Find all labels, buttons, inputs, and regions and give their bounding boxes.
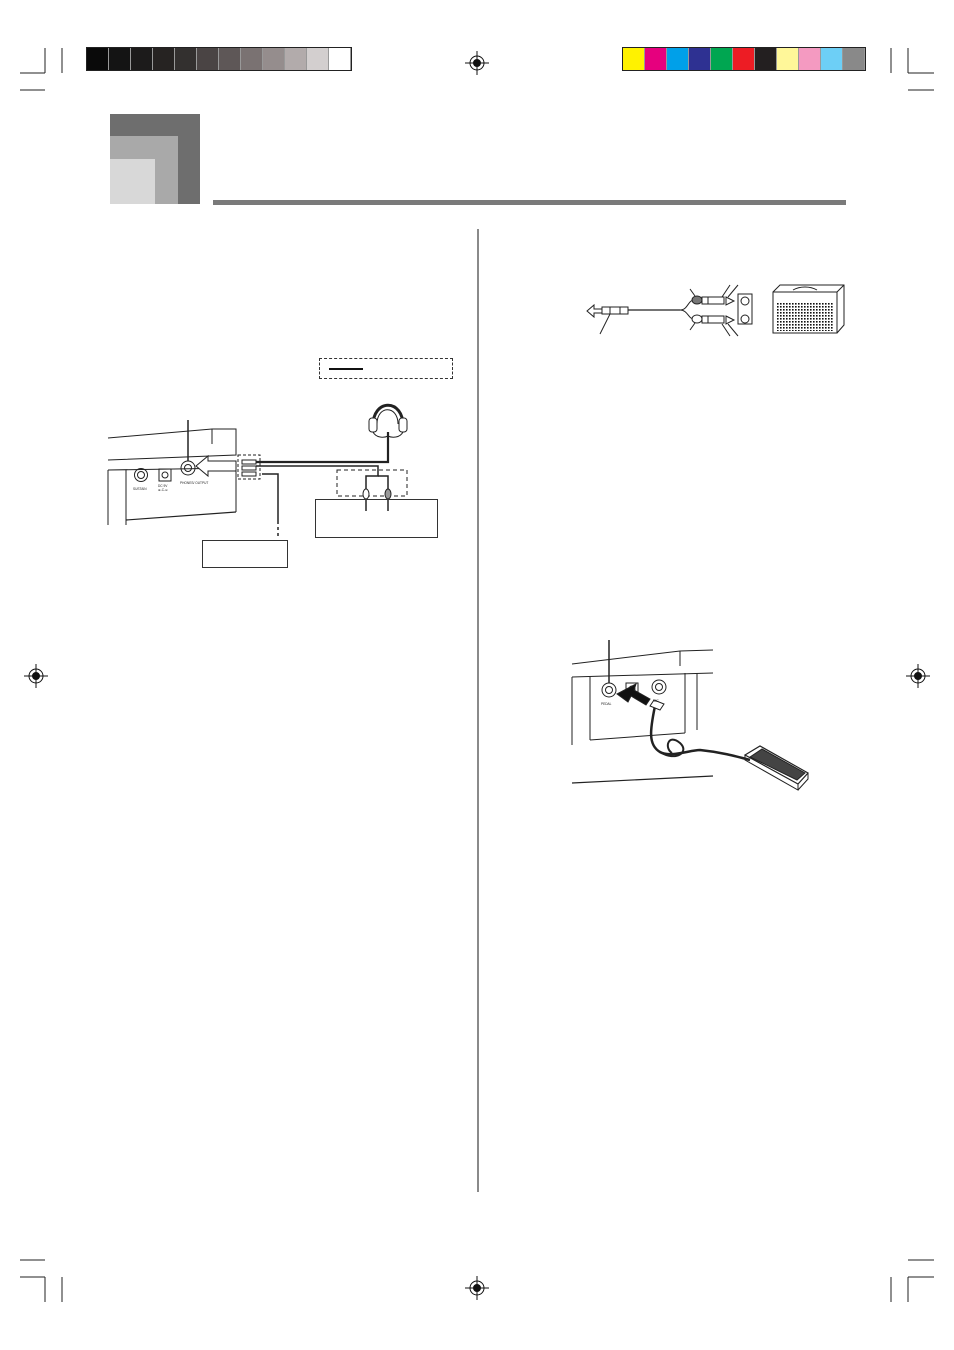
phones-jack-label: PHONES/ OUTPUT: [180, 481, 209, 485]
mic-jack: [652, 680, 666, 694]
insert-arrow-pedal: [617, 684, 650, 705]
pedal-jack: [602, 683, 616, 697]
dc-in-jack-sublabel: ⊕-C-⊖: [158, 488, 168, 492]
pedal-jack-label: PEDAL: [601, 702, 612, 706]
sustain-jack-label: SUSTAIN: [133, 487, 147, 491]
dc-in-jack-label: DC 9V: [158, 484, 168, 488]
sustain-pedal-icon: [745, 746, 808, 790]
keyboard-back-panel-right: [572, 650, 713, 664]
mic-jack-label: MIC: [653, 699, 659, 703]
